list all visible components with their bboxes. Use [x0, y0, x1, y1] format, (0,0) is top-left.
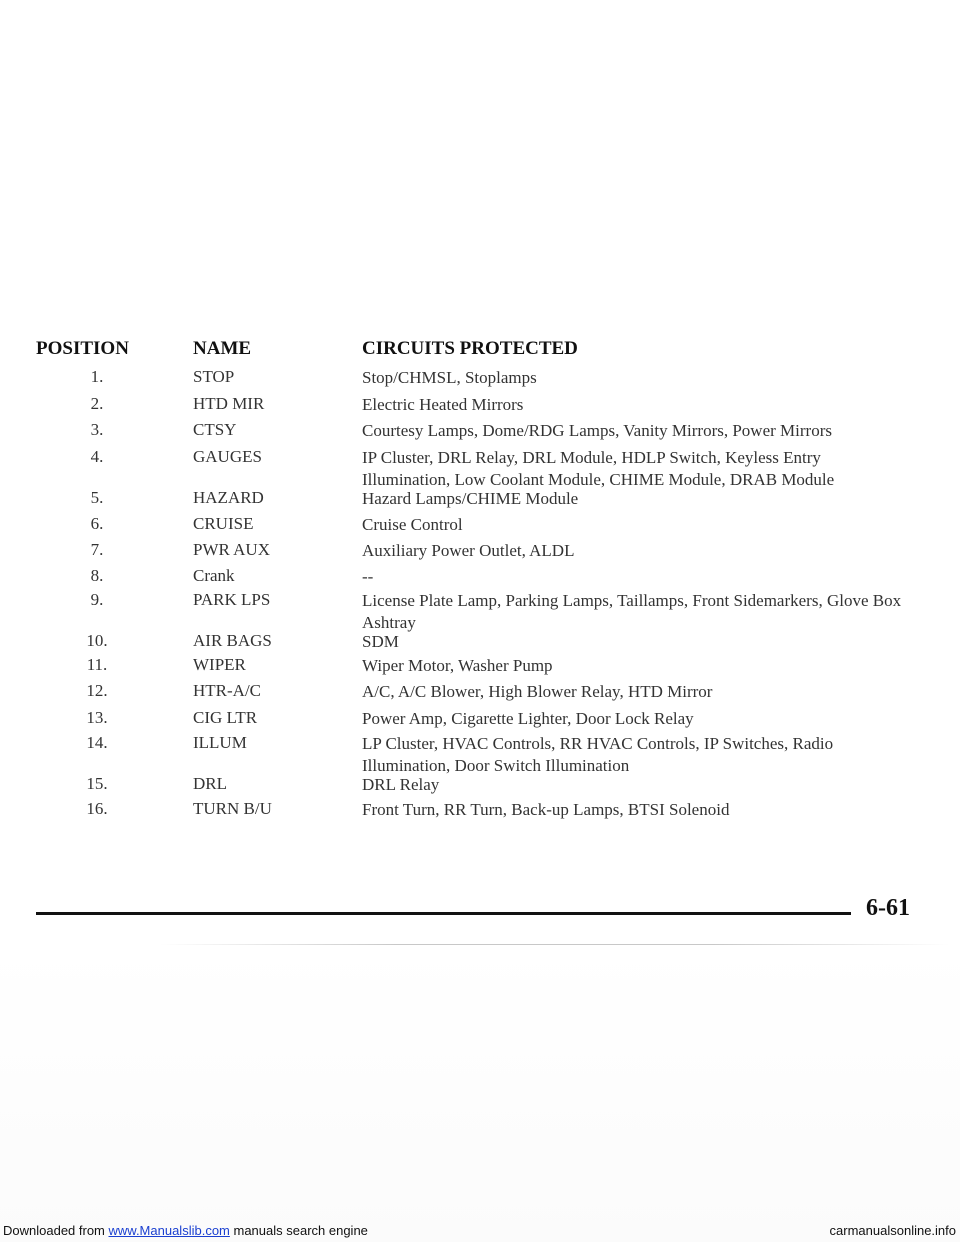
row-circuits: -- — [362, 567, 374, 586]
row-fuse-name: HTR-A/C — [193, 681, 261, 700]
row-position: 9. — [90, 590, 104, 609]
row-circuits: Wiper Motor, Washer Pump — [362, 656, 553, 675]
row-fuse-name: PARK LPS — [193, 590, 271, 609]
row-position: 2. — [90, 394, 104, 413]
row-position: 15. — [86, 774, 108, 793]
row-position: 4. — [90, 447, 104, 466]
header-position: POSITION — [36, 338, 129, 359]
row-circuits: DRL Relay — [362, 775, 440, 794]
row-fuse-name: STOP — [193, 367, 235, 386]
carmanualsonline-watermark: carmanualsonline.info — [829, 1223, 956, 1238]
row-fuse-name: Crank — [193, 566, 235, 585]
row-circuits: LP Cluster, HVAC Controls, RR HVAC Controls, IP Switches, Radio Illumination, Door Switch Illumination — [362, 734, 834, 775]
row-circuits: Hazard Lamps/CHIME Module — [362, 489, 579, 508]
row-position: 3. — [90, 420, 104, 439]
row-circuits: License Plate Lamp, Parking Lamps, Taillamps, Front Sidemarkers, Glove Box Ashtray — [362, 591, 902, 632]
watermark-suffix: manuals search engine — [229, 1223, 368, 1238]
download-watermark — [3, 1223, 368, 1238]
row-position: 8. — [90, 566, 104, 585]
manualslib-link[interactable]: www.Manualslib.com — [108, 1223, 230, 1238]
footer-thin-rule — [160, 944, 950, 945]
row-circuits: Stop/CHMSL, Stoplamps — [362, 368, 537, 387]
row-fuse-name: ILLUM — [193, 733, 247, 752]
row-circuits: Power Amp, Cigarette Lighter, Door Lock Relay — [362, 709, 694, 728]
row-fuse-name: CRUISE — [193, 514, 254, 533]
row-position: 16. — [86, 799, 108, 818]
row-fuse-name: CIG LTR — [193, 708, 258, 727]
row-position: 7. — [90, 540, 104, 559]
row-position: 12. — [86, 681, 108, 700]
row-circuits: IP Cluster, DRL Relay, DRL Module, HDLP Switch, Keyless Entry Illumination, Low Coolant Module, CHIME Module, DRAB Module — [362, 448, 835, 489]
row-fuse-name: WIPER — [193, 655, 246, 674]
page-bottom-band — [0, 944, 960, 1242]
row-fuse-name: TURN B/U — [193, 799, 272, 818]
row-circuits: Front Turn, RR Turn, Back-up Lamps, BTSI Solenoid — [362, 800, 730, 819]
row-circuits: Cruise Control — [362, 515, 463, 534]
row-fuse-name: PWR AUX — [193, 540, 270, 559]
row-position: 13. — [86, 708, 108, 727]
header-circuits-protected: CIRCUITS PROTECTED — [362, 338, 578, 359]
row-fuse-name: CTSY — [193, 420, 237, 439]
row-fuse-name: GAUGES — [193, 447, 262, 466]
row-circuits: SDM — [362, 632, 399, 651]
row-position: 14. — [86, 733, 108, 752]
row-fuse-name: HTD MIR — [193, 394, 265, 413]
header-name: NAME — [193, 338, 252, 359]
row-position: 5. — [90, 488, 104, 507]
row-position: 6. — [90, 514, 104, 533]
row-position: 1. — [90, 367, 104, 386]
row-position: 11. — [86, 655, 108, 674]
row-fuse-name: HAZARD — [193, 488, 264, 507]
row-circuits: Electric Heated Mirrors — [362, 395, 524, 414]
row-position: 10. — [86, 631, 108, 650]
row-circuits: Courtesy Lamps, Dome/RDG Lamps, Vanity Mirrors, Power Mirrors — [362, 421, 832, 440]
footer-rule — [36, 912, 851, 915]
page-number: 6-61 — [866, 895, 910, 921]
row-circuits: A/C, A/C Blower, High Blower Relay, HTD Mirror — [362, 682, 713, 701]
row-circuits: Auxiliary Power Outlet, ALDL — [362, 541, 575, 560]
watermark-prefix: Downloaded from — [3, 1223, 109, 1238]
row-fuse-name: AIR BAGS — [193, 631, 272, 650]
row-fuse-name: DRL — [193, 774, 227, 793]
